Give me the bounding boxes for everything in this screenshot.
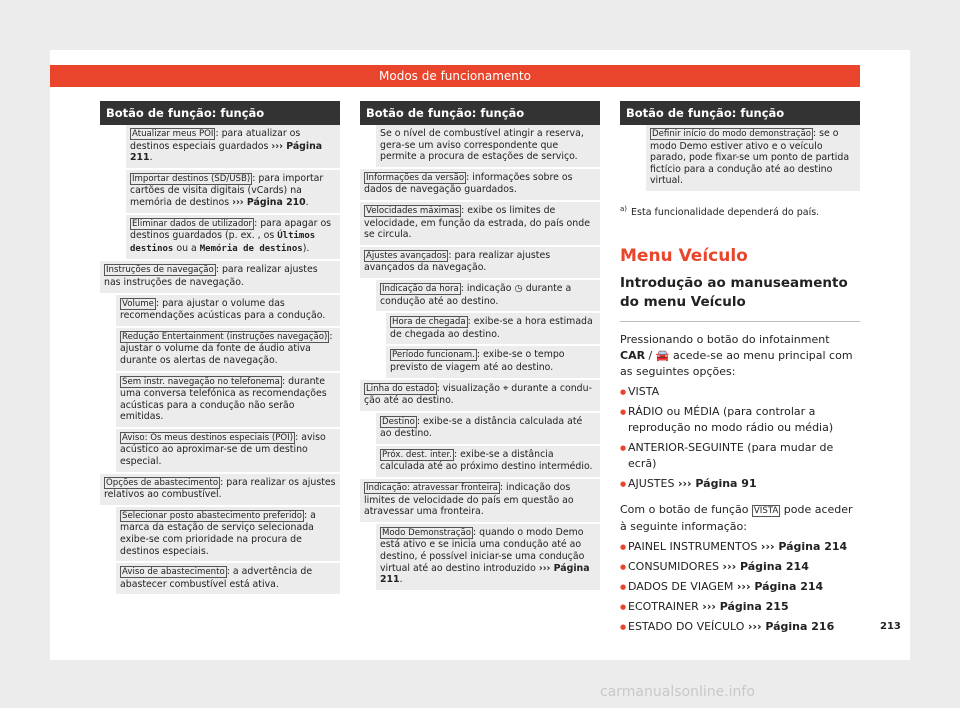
- row-text: : aviso acústico ao aproximar-se de um destino especial.: [120, 431, 326, 468]
- table-row: [360, 202, 600, 247]
- list-item: [620, 539, 860, 555]
- row-text: durante a condução até ao destino.: [380, 282, 572, 307]
- row-content: [116, 373, 340, 427]
- row-text: : durante uma conversa telefónica as recomendações acústicas para a condução não serão emitidas.: [120, 375, 327, 423]
- row-text: : para apagar os destinos guardados (p. ex. , os: [130, 217, 332, 242]
- table-row: [100, 563, 340, 596]
- row-text: : a advertência de abastecer combustível está ativa.: [120, 566, 313, 590]
- row-indent: [360, 313, 386, 344]
- table-row: [360, 125, 600, 169]
- row-text: : visualização: [436, 382, 503, 394]
- row-indent: [100, 563, 116, 594]
- options-list: [620, 384, 860, 492]
- table-row: [620, 125, 860, 193]
- row-content: [360, 247, 600, 278]
- subsection-title: Introdução ao manuseamento do menu Veículo: [620, 275, 848, 311]
- row-content: [116, 563, 340, 594]
- table-row: [360, 446, 600, 479]
- page-header: Modos de funcionamento: [50, 65, 860, 87]
- table-row: [360, 380, 600, 413]
- row-text: : exibe-se a hora estimada de chegada ao destino.: [390, 316, 593, 340]
- table-header: Botão de função: função: [100, 101, 340, 125]
- table-body: [360, 125, 600, 592]
- intro-text: Pressionando o botão do infotainment: [620, 333, 830, 347]
- row-indent: [100, 507, 116, 561]
- function-key: Sem instr. navegação no telefonema: [122, 376, 280, 387]
- divider: [620, 321, 860, 322]
- function-key: Instruções de navegação: [106, 265, 214, 276]
- row-text: : exibe-se a distância calculada até ao próximo destino intermédio.: [380, 448, 593, 473]
- row-content: [126, 125, 340, 168]
- menu-value: Memória de destinos: [199, 243, 303, 254]
- row-content: [116, 429, 340, 472]
- row-text: : indicação: [460, 282, 515, 294]
- row-content: [376, 413, 600, 444]
- page-reference: ››› Página 211: [130, 140, 323, 164]
- info-text: pode aceder à seguinte informação:: [620, 503, 853, 534]
- row-indent: [360, 346, 386, 377]
- list-item: [620, 579, 860, 595]
- item-text: DADOS DE VIAGEM: [628, 580, 737, 594]
- row-indent: [360, 280, 376, 311]
- row-indent: [100, 215, 126, 260]
- row-content: [100, 474, 340, 505]
- function-key: Informações da versão: [366, 172, 465, 183]
- function-key: Próx. dest. inter.: [382, 449, 452, 460]
- function-key: Hora de chegada: [392, 317, 466, 328]
- row-text: .: [305, 196, 309, 208]
- function-key: Destino: [382, 416, 415, 427]
- row-text: : indicação dos limites de velocidade do país em questão ao atravessar uma fronteira.: [364, 482, 574, 518]
- section-title: Menu Veículo: [620, 246, 748, 267]
- row-text: Se o nível de combustível atingir a reserva, gera-se um aviso correspondente que permite a procura de estações de serviço.: [380, 128, 584, 163]
- table-body: [100, 125, 340, 596]
- table-row: [360, 280, 600, 313]
- list-item: [620, 440, 860, 472]
- row-text: : para importar cartões de visita digitais (vCards) na memória de destinos: [130, 172, 324, 208]
- row-content: [360, 202, 600, 245]
- table-row: [360, 479, 600, 524]
- table-row: [100, 507, 340, 563]
- row-text: : ajustar o volume da fonte de áudio ativa durante os alertas de navegação.: [120, 330, 333, 366]
- row-content: [126, 170, 340, 213]
- row-indent: [100, 373, 116, 427]
- function-table-2: [360, 101, 600, 592]
- table-row: [100, 170, 340, 215]
- function-key: Ajustes avançados: [366, 250, 447, 261]
- menu-value: Últimos destinos: [130, 231, 316, 254]
- row-content: [376, 446, 600, 477]
- row-content: [100, 261, 340, 292]
- function-key: Redução Entertainment (instruções navegação): [122, 331, 328, 342]
- row-text: : exibe-se a distância calculada até ao destino.: [380, 415, 583, 440]
- car-icon: 🚘: [655, 349, 670, 363]
- row-text: .: [399, 574, 403, 586]
- function-key: Importar destinos (SD/USB): [132, 173, 251, 184]
- table-header: Botão de função: função: [620, 101, 860, 125]
- function-key: Indicação da hora: [382, 283, 459, 294]
- function-key: Período funcionam.: [392, 350, 475, 361]
- table-row: [100, 373, 340, 429]
- table-row: [100, 328, 340, 373]
- function-key: Aviso de abastecimento: [122, 567, 225, 578]
- footnote: [620, 205, 860, 218]
- function-key: Modo Demonstração: [382, 527, 471, 538]
- item-text: ESTADO DO VEÍCULO: [628, 620, 748, 634]
- list-item: [620, 599, 860, 615]
- separator: /: [645, 349, 656, 363]
- page-reference: ››› Página 214: [736, 580, 824, 594]
- row-indent: [100, 125, 126, 168]
- row-text: : para realizar ajustes nas instruções de navegação.: [104, 264, 318, 288]
- function-key: Indicação: atravessar fronteira: [366, 483, 498, 494]
- item-text: PAINEL INSTRUMENTOS: [628, 540, 761, 554]
- row-text: : exibe os limites de velocidade, em função da estrada, do país onde se circula.: [364, 204, 590, 241]
- table-row: [100, 474, 340, 507]
- function-key: Atualizar meus POI: [132, 129, 214, 139]
- table-row: [360, 346, 600, 379]
- row-indent: [100, 328, 116, 371]
- row-text: : informações sobre os dados de navegação guardados.: [364, 171, 573, 196]
- function-key: Linha do estado: [366, 383, 435, 394]
- car-button-label: CAR: [620, 349, 646, 363]
- page-reference: ››› Página 216: [747, 620, 835, 634]
- right-column: [620, 101, 860, 635]
- vista-list: [620, 539, 860, 635]
- row-text: ).: [302, 242, 310, 254]
- row-text: : para realizar ajustes avançados da navegação.: [364, 249, 551, 274]
- row-indent: [360, 413, 376, 444]
- table-header: Botão de função: função: [360, 101, 600, 125]
- intro-text: acede-se ao menu principal com as seguintes opções:: [620, 349, 853, 379]
- row-content: [360, 169, 600, 200]
- row-indent: [100, 295, 116, 326]
- list-item: [620, 619, 860, 635]
- table-row: [360, 313, 600, 346]
- watermark: carmanualsonline.info: [600, 684, 755, 700]
- page-reference: ››› Página 214: [760, 540, 848, 554]
- row-indent: [100, 429, 116, 472]
- row-indent: [360, 446, 376, 477]
- table-row: [360, 169, 600, 202]
- table-row: [360, 524, 600, 592]
- page-reference: ››› Página 215: [702, 600, 789, 614]
- function-key: Eliminar dados de utilizador: [132, 218, 253, 229]
- list-item: [620, 404, 860, 436]
- page-number: 213: [880, 621, 901, 632]
- item-text: RÁDIO ou MÉDIA (para controlar a reprodução no modo rádio ou média): [628, 405, 834, 435]
- row-indent: [360, 125, 376, 167]
- row-text: : para realizar os ajustes relativos ao combustível.: [104, 476, 336, 501]
- row-content: [376, 125, 600, 167]
- row-text: durante a condução até ao destino.: [364, 382, 592, 407]
- page-reference: ››› Página 214: [722, 560, 809, 574]
- vista-key: VISTA: [753, 506, 779, 517]
- row-text: ou a: [173, 242, 200, 254]
- function-key: Definir início do modo demonstração: [652, 129, 811, 139]
- row-content: [126, 215, 340, 260]
- row-content: [360, 380, 600, 411]
- table-row: [100, 295, 340, 328]
- page-reference: ››› Página 210: [232, 196, 306, 208]
- list-item: [620, 476, 860, 492]
- page-reference: ››› Página 91: [677, 477, 757, 491]
- row-text: .: [149, 152, 153, 164]
- function-table-1: [100, 101, 340, 596]
- row-content: [376, 524, 600, 590]
- list-item: [620, 559, 860, 575]
- row-content: [116, 295, 340, 326]
- function-icon: ⌖: [502, 382, 509, 394]
- item-text: VISTA: [628, 385, 660, 399]
- item-text: ECOTRAINER: [628, 600, 703, 614]
- row-text: : para ajustar o volume das recomendações acústicas para a condução.: [120, 297, 326, 322]
- row-text: : a marca da estação de serviço selecionada exibe-se com prioridade na procura de destinos especiais.: [120, 509, 316, 557]
- row-content: [116, 328, 340, 371]
- table-row: [360, 247, 600, 280]
- row-text: : se o modo Demo estiver ativo e o veículo parado, pode fixar-se um ponto de partida fictício para a condução até ao destino virtual.: [650, 128, 850, 187]
- row-text: : exibe-se o tempo previsto de viagem até ao destino.: [390, 349, 565, 373]
- table-row: [100, 215, 340, 262]
- page-reference: ››› Página 211: [380, 562, 590, 586]
- item-text: AJUSTES: [628, 477, 678, 491]
- footnote-mark: a): [620, 204, 628, 213]
- item-text: ANTERIOR-SEGUINTE (para mudar de ecrã): [628, 441, 834, 471]
- function-key: Selecionar posto abastecimento preferido: [122, 510, 303, 521]
- row-content: [376, 280, 600, 311]
- list-item: [620, 384, 860, 400]
- item-text: CONSUMIDORES: [628, 560, 723, 574]
- intro-paragraph: [620, 332, 860, 380]
- function-key: Velocidades máximas: [366, 205, 460, 216]
- function-icon: ◷: [514, 282, 523, 294]
- row-indent: [100, 170, 126, 213]
- function-key: Aviso: Os meus destinos especiais (POI): [122, 432, 294, 443]
- table-row: [360, 413, 600, 446]
- row-text: : para atualizar os destinos especiais guardados: [130, 128, 301, 152]
- row-indent: [360, 524, 376, 590]
- row-content: [386, 346, 600, 377]
- info-paragraph: [620, 502, 860, 535]
- table-row: [100, 125, 340, 170]
- row-content: [116, 507, 340, 561]
- table-row: [100, 261, 340, 294]
- function-key: Volume: [122, 298, 154, 309]
- footnote-text: Esta funcionalidade dependerá do país.: [631, 207, 820, 219]
- info-text: Com o botão de função: [620, 503, 752, 517]
- row-content: [386, 313, 600, 344]
- function-key: Opções de abastecimento: [106, 477, 219, 488]
- row-content: [360, 479, 600, 522]
- row-text: : quando o modo Demo está ativo e se inicia uma condução até ao destino, é possível iniciar-se uma condução virtual até ao destino introduzido: [380, 526, 585, 574]
- table-row: [100, 429, 340, 474]
